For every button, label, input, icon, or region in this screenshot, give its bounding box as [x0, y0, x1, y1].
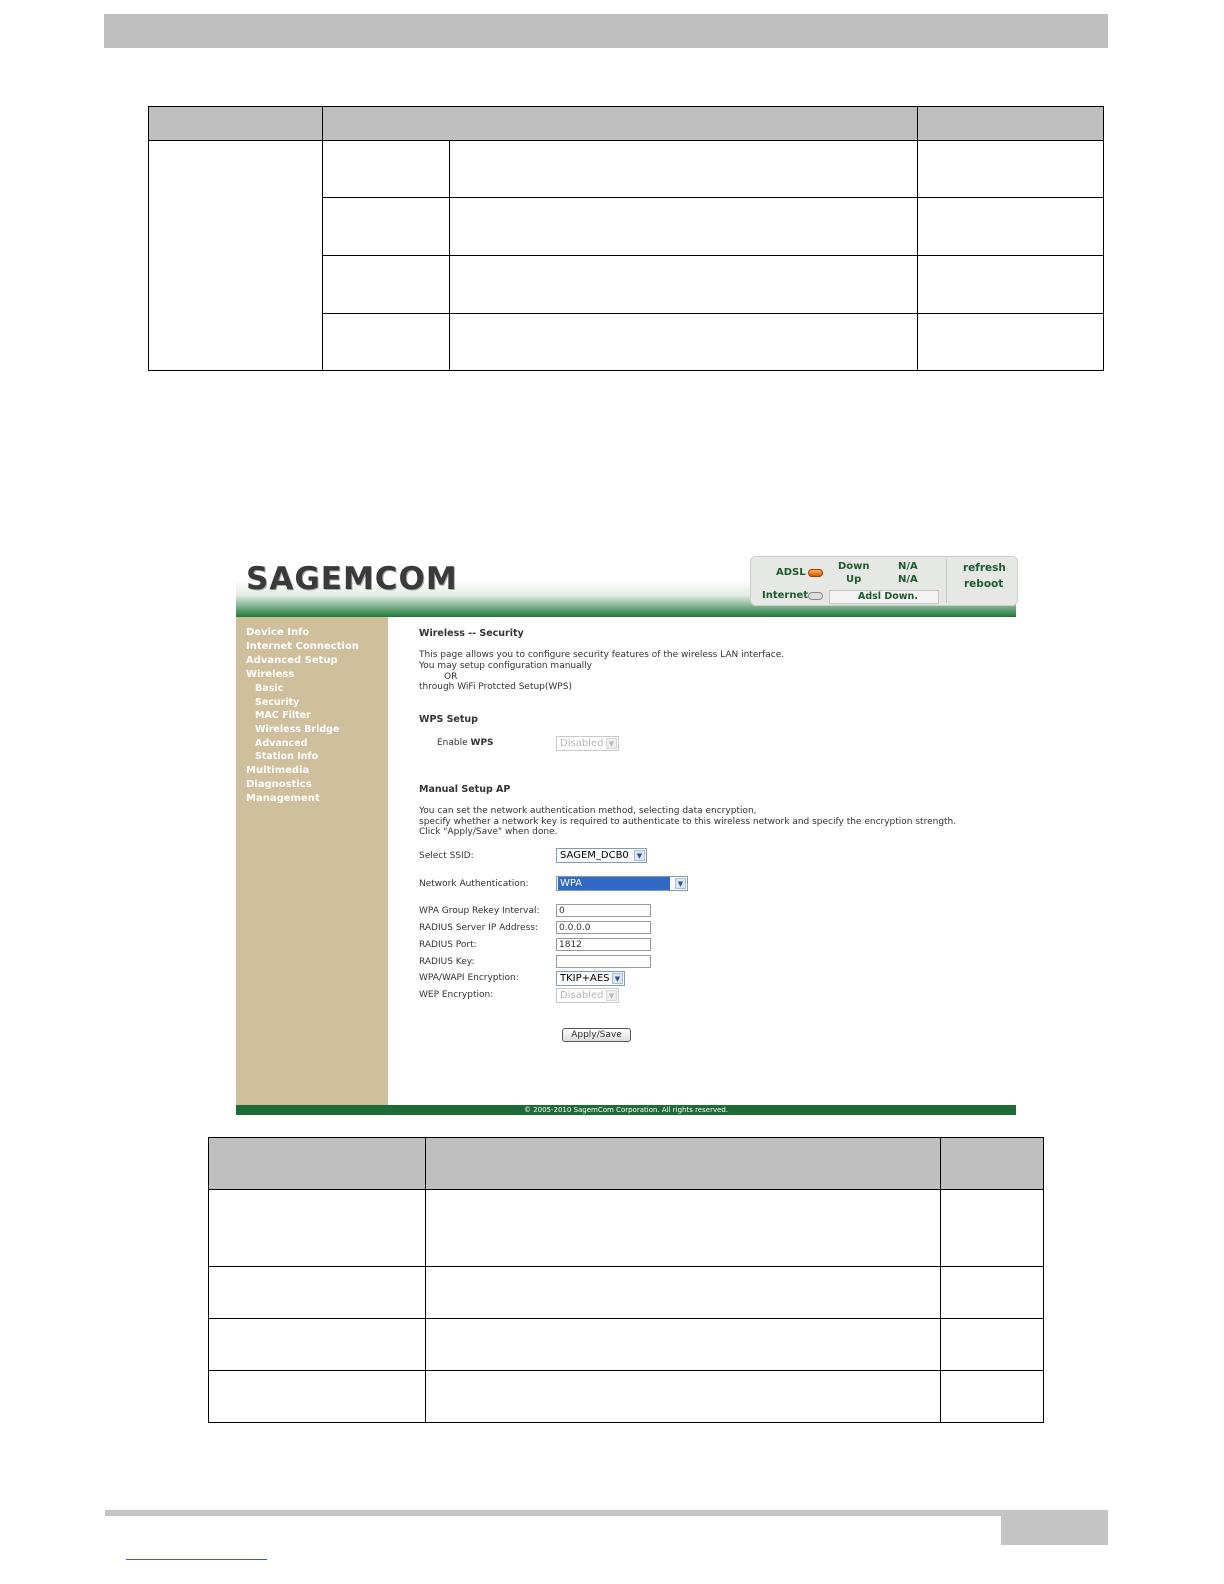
copyright-text: © 2005-2010 SagemCom Corporation. All rights reserved.	[523, 1106, 729, 1114]
apply-save-button[interactable]: Apply/Save	[562, 1028, 631, 1042]
ui-content	[388, 617, 1016, 1105]
nav-item-management[interactable]: Management	[246, 793, 320, 804]
nav-sub-security[interactable]: Security	[255, 697, 300, 708]
status-divider	[946, 559, 947, 603]
radius-key-input[interactable]	[556, 955, 651, 968]
auth-select[interactable]: WPA ▼	[556, 876, 688, 891]
table-cell	[918, 198, 1104, 256]
footer-link-underline	[126, 1559, 267, 1560]
nav-item-advanced-setup[interactable]: Advanced Setup	[246, 655, 338, 666]
enable-wps-label: Enable WPS	[437, 738, 494, 748]
table-cell	[450, 256, 918, 314]
nav-sub-basic[interactable]: Basic	[255, 683, 284, 694]
table-cell	[450, 314, 918, 371]
table-cell	[209, 1371, 426, 1423]
adsl-label: ADSL	[776, 567, 806, 578]
manual-heading: Manual Setup AP	[419, 784, 511, 795]
chevron-down-icon: ▼	[612, 973, 623, 984]
table-cell	[209, 1190, 426, 1267]
table-cell	[209, 1319, 426, 1371]
page-number-box	[1001, 1510, 1108, 1545]
nav-sub-mac-filter[interactable]: MAC Filter	[255, 710, 311, 721]
table-cell	[426, 1371, 941, 1423]
table-header-cell	[426, 1138, 941, 1190]
table-header-cell	[941, 1138, 1044, 1190]
rekey-input[interactable]: 0	[556, 904, 651, 917]
table-cell	[450, 198, 918, 256]
nav-item-wireless[interactable]: Wireless	[246, 669, 295, 680]
nav-item-device-info[interactable]: Device Info	[246, 627, 310, 638]
document-footer-line	[105, 1510, 1108, 1516]
table-cell	[323, 314, 450, 371]
manual-line: specify whether a network key is required to authenticate to this wireless network and specify the encryption strength.	[419, 817, 957, 827]
rekey-label: WPA Group Rekey Interval:	[419, 906, 540, 916]
reboot-link[interactable]: reboot	[964, 578, 1004, 590]
chevron-down-icon: ▼	[634, 850, 645, 861]
table-cell	[209, 1267, 426, 1319]
nav-sub-station-info[interactable]: Station Info	[255, 751, 319, 762]
table-cell	[323, 141, 450, 198]
table-cell	[323, 198, 450, 256]
table-cell	[426, 1190, 941, 1267]
intro-line: This page allows you to configure security features of the wireless LAN interface.	[419, 650, 785, 660]
ui-sidebar	[236, 617, 388, 1105]
table-header-cell	[323, 107, 918, 141]
manual-line: Click "Apply/Save" when done.	[419, 827, 558, 837]
document-header-bar	[104, 14, 1108, 48]
radius-port-label: RADIUS Port:	[419, 940, 477, 950]
nav-item-multimedia[interactable]: Multimedia	[246, 765, 310, 776]
wep-encryption-select[interactable]: Disabled ▼	[556, 988, 619, 1003]
refresh-link[interactable]: refresh	[963, 562, 1006, 574]
nav-item-diagnostics[interactable]: Diagnostics	[246, 779, 312, 790]
adsl-led-icon	[808, 569, 823, 577]
chevron-down-icon: ▼	[606, 990, 617, 1001]
wep-encryption-label: WEP Encryption:	[419, 990, 494, 1000]
table-cell	[149, 141, 323, 371]
nav-sub-advanced[interactable]: Advanced	[255, 738, 308, 749]
auth-label: Network Authentication:	[419, 879, 529, 889]
table-cell	[918, 314, 1104, 371]
wps-select[interactable]: Disabled ▼	[556, 736, 619, 751]
intro-line: OR	[444, 672, 458, 682]
bottom-table	[208, 1137, 1044, 1423]
table-cell	[918, 141, 1104, 198]
ssid-label: Select SSID:	[419, 851, 474, 861]
ssid-select[interactable]: SAGEM_DCB0 ▼	[556, 848, 647, 863]
wps-heading: WPS Setup	[419, 714, 478, 725]
top-table	[148, 106, 1104, 371]
radius-ip-label: RADIUS Server IP Address:	[419, 923, 538, 933]
internet-label: Internet	[762, 590, 809, 601]
radius-ip-input[interactable]: 0.0.0.0	[556, 921, 651, 934]
radius-key-label: RADIUS Key:	[419, 957, 475, 967]
wpa-encryption-select[interactable]: TKIP+AES ▼	[556, 971, 625, 986]
table-cell	[941, 1319, 1044, 1371]
table-cell	[918, 256, 1104, 314]
internet-led-icon	[808, 592, 823, 600]
line-status: Adsl Down.	[858, 591, 918, 602]
radius-port-input[interactable]: 1812	[556, 938, 651, 951]
up-value: N/A	[898, 574, 918, 585]
table-header-cell	[209, 1138, 426, 1190]
line-status-box	[829, 590, 939, 604]
table-cell	[426, 1319, 941, 1371]
table-cell	[941, 1371, 1044, 1423]
table-cell	[323, 256, 450, 314]
table-cell	[450, 141, 918, 198]
chevron-down-icon: ▼	[675, 878, 686, 889]
intro-line: You may setup configuration manually	[419, 661, 592, 671]
wpa-encryption-label: WPA/WAPI Encryption:	[419, 973, 519, 983]
ui-footer	[236, 1105, 1016, 1115]
manual-line: You can set the network authentication method, selecting data encryption,	[419, 806, 757, 816]
table-cell	[426, 1267, 941, 1319]
down-label: Down	[838, 561, 870, 572]
down-value: N/A	[898, 561, 918, 572]
intro-line: through WiFi Protcted Setup(WPS)	[419, 682, 572, 692]
router-ui-screenshot	[236, 555, 1016, 1115]
page-title: Wireless -- Security	[419, 628, 524, 639]
table-header-cell	[149, 107, 323, 141]
nav-sub-wireless-bridge[interactable]: Wireless Bridge	[255, 724, 340, 735]
table-header-cell	[918, 107, 1104, 141]
sagemcom-logo: SAGEMCOM	[246, 561, 458, 597]
up-label: Up	[846, 574, 862, 585]
table-cell	[941, 1190, 1044, 1267]
chevron-down-icon: ▼	[606, 738, 617, 749]
status-panel	[750, 556, 1018, 606]
table-cell	[941, 1267, 1044, 1319]
nav-item-internet-connection[interactable]: Internet Connection	[246, 641, 359, 652]
